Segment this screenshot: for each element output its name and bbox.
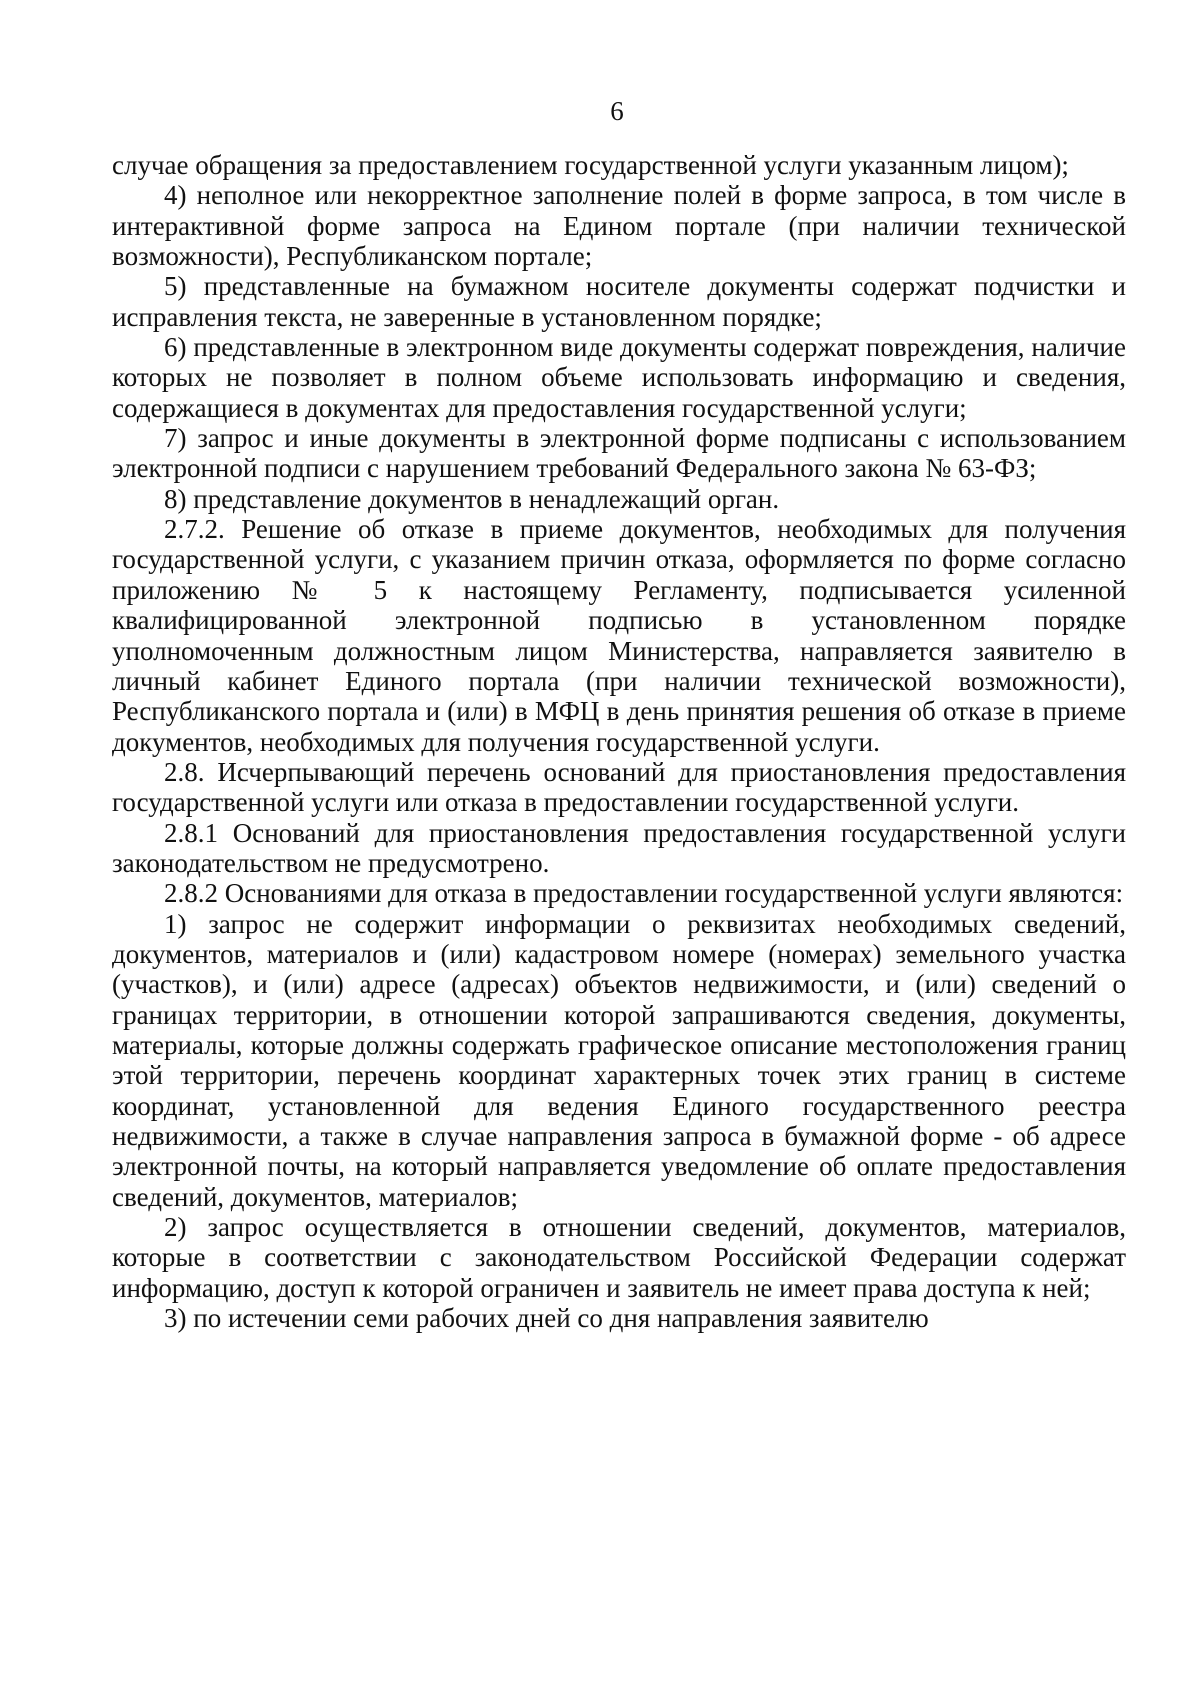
paragraph: 2.8. Исчерпывающий перечень оснований для приостановления предоставления государственной услуги или отказа в предоставлении государственной услуги.: [112, 756, 1126, 818]
paragraph: 1) запрос не содержит информации о реквизитах необходимых сведений, документов, материалов и (или) кадастровом номере (номерах) земельного участка (участков), и (или) адресе (адресах) объектов недвижимости, и (или) сведений о границах территории, в отношении которой запрашиваются сведения, документы, материалы, которые должны содержать графическое описание местоположения границ этой территории, перечень координат характерных точек этих границ в системе координат, установленной для ведения Единого государственного реестра недвижимости, а также в случае направления запроса в бумажной форме - об адресе электронной почты, на который направляется уведомление об оплате предоставления сведений, документов, материалов;: [112, 908, 1126, 1212]
paragraph: 2.7.2. Решение об отказе в приеме документов, необходимых для получения государственной услуги, с указанием причин отказа, оформляется по форме согласно приложению № 5 к настоящему Регламенту, подписывается усиленной квалифицированной электронной подписью в установленном порядке уполномоченным должностным лицом Министерства, направляется заявителю в личный кабинет Единого портала (при наличии технической возможности), Республиканского портала и (или) в МФЦ в день принятия решения об отказе в приеме документов, необходимых для получения государственной услуги.: [112, 514, 1126, 757]
paragraph: 2) запрос осуществляется в отношении сведений, документов, материалов, которые в соответствии с законодательством Российской Федерации содержат информацию, доступ к которой ограничен и заявитель не имеет права доступа к ней;: [112, 1212, 1126, 1303]
paragraph: 2.8.2 Основаниями для отказа в предоставлении государственной услуги являются:: [164, 878, 1124, 909]
paragraph: 7) запрос и иные документы в электронной форме подписаны с использованием электронной подписи с нарушением требований Федерального закона № 63-ФЗ;: [112, 423, 1126, 484]
paragraph: 3) по истечении семи рабочих дней со дня направления заявителю: [164, 1303, 929, 1334]
page-number: 6: [610, 96, 624, 126]
paragraph: 5) представленные на бумажном носителе документы содержат подчистки и исправления текста, не заверенные в установленном порядке;: [112, 271, 1126, 332]
document-body: [112, 150, 1126, 1333]
paragraph: 6) представленные в электронном виде документы содержат повреждения, наличие которых не позволяет в полном объеме использовать информацию и сведения, содержащиеся в документах для предоставления государственной услуги;: [112, 332, 1126, 423]
paragraph: 8) представление документов в ненадлежащий орган.: [164, 483, 780, 514]
paragraph: 2.8.1 Оснований для приостановления предоставления государственной услуги законодательством не предусмотрено.: [112, 817, 1126, 878]
paragraph: 4) неполное или некорректное заполнение полей в форме запроса, в том числе в интерактивной форме запроса на Едином портале (при наличии технической возможности), Республиканском портале;: [112, 180, 1126, 272]
paragraph: случае обращения за предоставлением государственной услуги указанным лицом);: [112, 150, 1069, 180]
